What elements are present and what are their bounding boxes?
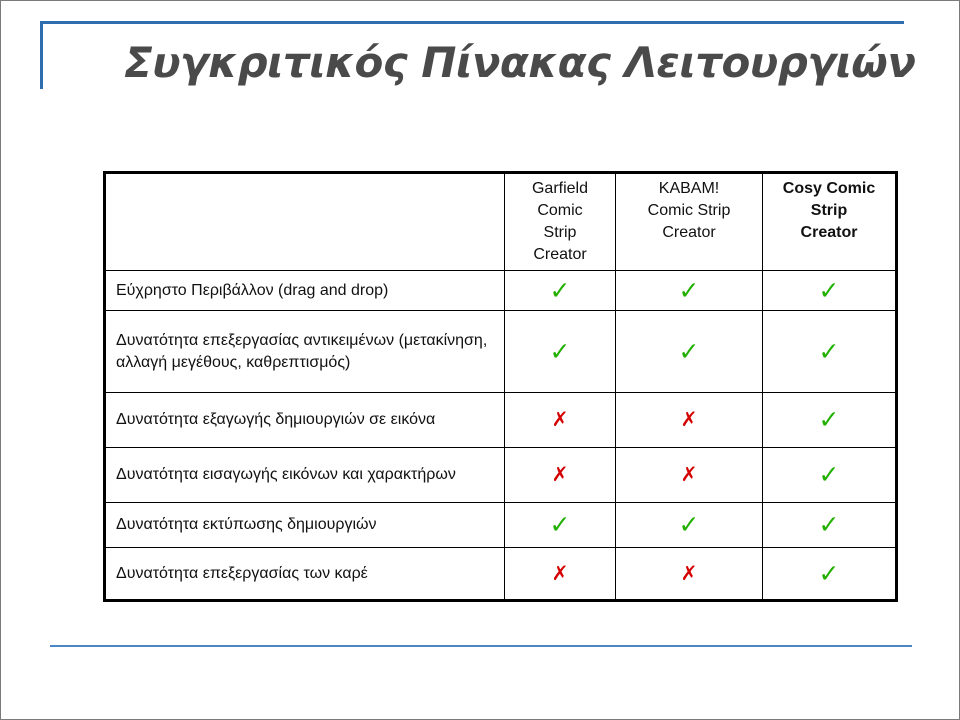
top-rule — [40, 21, 904, 24]
check-icon: ✓ — [549, 510, 571, 539]
header-text: Creator — [662, 224, 716, 241]
feature-label: Δυνατότητα εξαγωγής δημιουργιών σε εικόνα — [105, 393, 505, 448]
cross-icon: ✗ — [551, 560, 569, 585]
header-text: KABAM! — [658, 180, 720, 197]
comparison-table — [103, 171, 898, 602]
header-text: Comic Strip — [647, 202, 731, 219]
header-garfield — [505, 173, 616, 271]
check-icon: ✓ — [549, 275, 571, 305]
feature-label: Δυνατότητα επεξεργασίας των καρέ — [105, 548, 505, 601]
check-icon: ✓ — [818, 510, 840, 539]
cross-icon: ✗ — [551, 462, 569, 486]
header-text: Cosy Comic — [782, 180, 876, 197]
header-cosy — [763, 173, 897, 271]
feature-label: Δυνατότητα επεξεργασίας αντικειμένων (μετακίνηση, αλλαγή μεγέθους, καθρεπτισμός) — [105, 311, 505, 393]
check-icon: ✓ — [818, 336, 840, 366]
check-icon: ✓ — [678, 275, 700, 305]
feature-label: Δυνατότητα εκτύπωσης δημιουργιών — [105, 503, 505, 548]
slide-title: Συγκριτικός Πίνακας Λειτουργιών — [124, 38, 916, 87]
table-row — [105, 393, 897, 448]
header-text: Comic — [537, 202, 583, 219]
check-icon: ✓ — [818, 460, 840, 489]
header-text: Creator — [800, 224, 858, 241]
feature-label: Εύχρηστο Περιβάλλον (drag and drop) — [105, 271, 505, 311]
cross-icon: ✗ — [680, 560, 698, 585]
cross-icon: ✗ — [551, 407, 569, 431]
feature-label: Δυνατότητα εισαγωγής εικόνων και χαρακτήρων — [105, 448, 505, 503]
check-icon: ✓ — [818, 405, 840, 434]
table-row — [105, 503, 897, 548]
header-kabam — [616, 173, 763, 271]
header-row — [105, 173, 897, 271]
cross-icon: ✗ — [680, 462, 698, 486]
table-row — [105, 448, 897, 503]
header-empty-cell — [105, 173, 505, 271]
check-icon: ✓ — [818, 558, 840, 588]
header-text: Strip — [543, 224, 577, 241]
header-text: Garfield — [531, 180, 589, 197]
check-icon: ✓ — [678, 336, 700, 366]
header-text: Creator — [533, 246, 587, 263]
bottom-rule — [50, 645, 912, 647]
check-icon: ✓ — [818, 275, 840, 305]
check-icon: ✓ — [678, 510, 700, 539]
left-accent-rule — [40, 21, 43, 89]
table-row — [105, 271, 897, 311]
check-icon: ✓ — [549, 336, 571, 366]
table-row — [105, 548, 897, 601]
cross-icon: ✗ — [680, 407, 698, 431]
table-row — [105, 311, 897, 393]
header-text: Strip — [810, 202, 848, 219]
